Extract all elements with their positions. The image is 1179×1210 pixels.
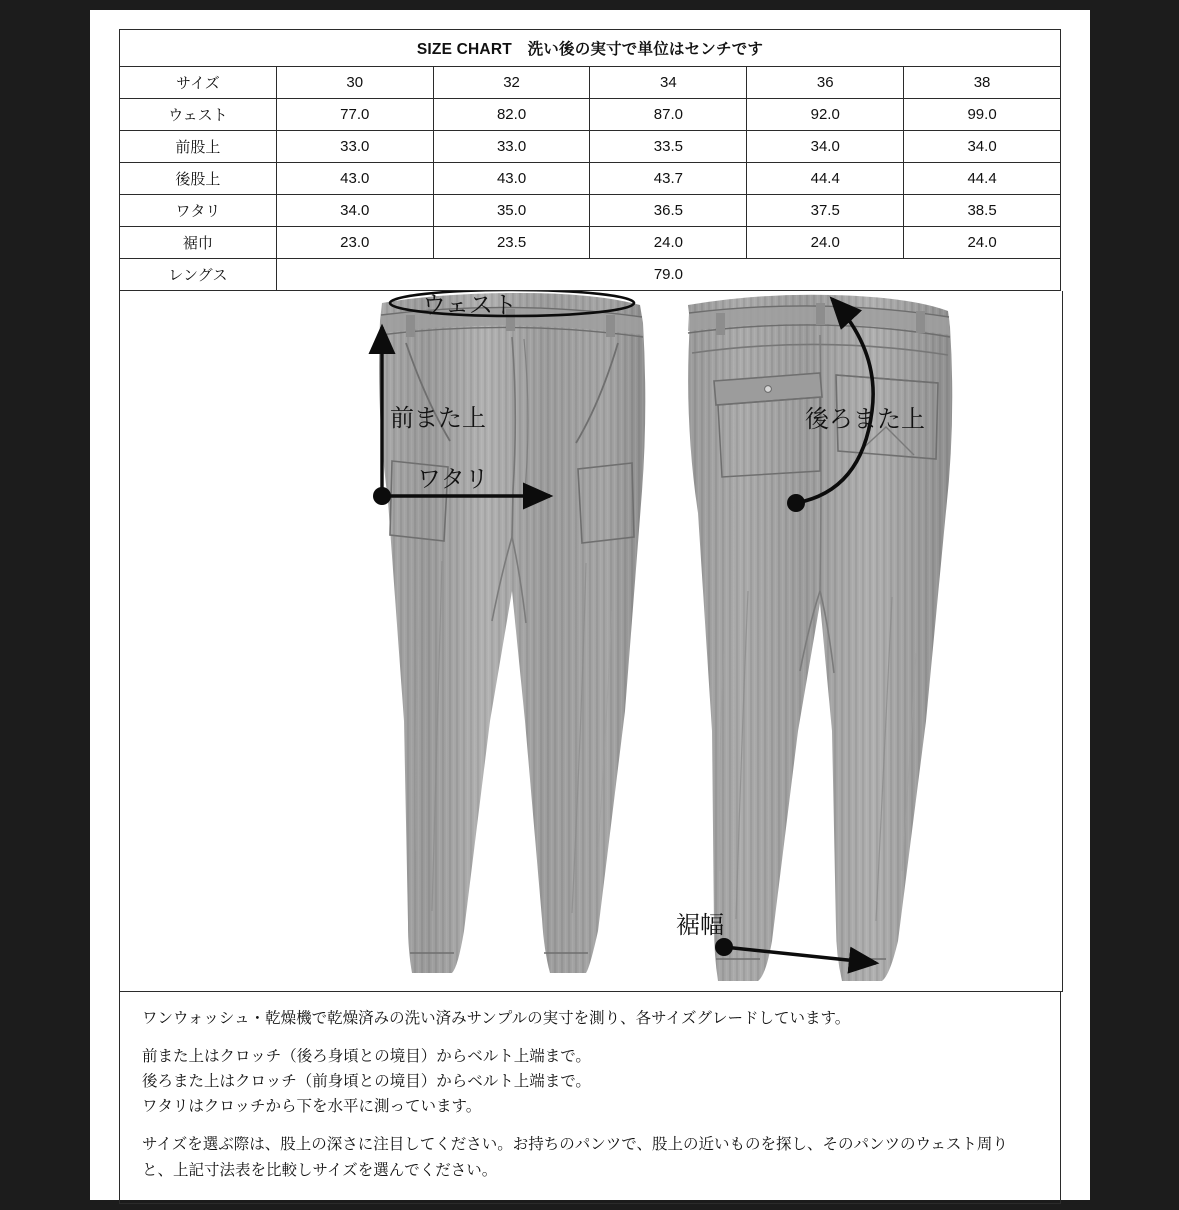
pants-diagram-svg <box>120 291 1062 991</box>
note-line-6: と、上記寸法表を比較しサイズを選んでください。 <box>142 1161 498 1179</box>
cell-thigh-38: 38.5 <box>904 195 1061 227</box>
thigh-label: ワタリ <box>417 466 489 493</box>
size-col-38: 38 <box>904 67 1061 99</box>
note-line-4: ワタリはクロッチから下を水平に測っています。 <box>142 1098 482 1116</box>
back-rise-label: 後ろまた上 <box>805 406 925 433</box>
table-row <box>120 163 1061 195</box>
table-row <box>120 195 1061 227</box>
size-col-36: 36 <box>747 67 904 99</box>
row-label-thigh: ワタリ <box>120 195 277 227</box>
note-line-5: サイズを選ぶ際は、股上の深さに注目してください。お持ちのパンツで、股上の近いものを探し、そのパンツのウェスト周り <box>142 1136 1008 1154</box>
cell-back-rise-30: 43.0 <box>276 163 433 195</box>
size-chart-table <box>119 29 1061 291</box>
document-inner <box>119 29 1061 1181</box>
size-col-32: 32 <box>433 67 590 99</box>
table-title-row <box>120 30 1061 67</box>
hem-width-label: 裾幅 <box>676 912 724 939</box>
table-row <box>120 99 1061 131</box>
back-pants-figure <box>688 295 952 981</box>
front-pants-figure <box>379 293 645 973</box>
document-sheet <box>90 10 1090 1200</box>
cell-front-rise-34: 33.5 <box>590 131 747 163</box>
cell-hem-34: 24.0 <box>590 227 747 259</box>
header-label: サイズ <box>120 67 277 99</box>
cell-waist-32: 82.0 <box>433 99 590 131</box>
cell-thigh-32: 35.0 <box>433 195 590 227</box>
cell-back-rise-32: 43.0 <box>433 163 590 195</box>
table-row <box>120 227 1061 259</box>
note-line-2: 前また上はクロッチ（後ろ身頃との境目）からベルト上端まで。 <box>142 1048 591 1066</box>
cell-back-rise-38: 44.4 <box>904 163 1061 195</box>
cell-front-rise-38: 34.0 <box>904 131 1061 163</box>
pants-illustration <box>119 291 1063 992</box>
table-header-row <box>120 67 1061 99</box>
note-line-3: 後ろまた上はクロッチ（前身頃との境目）からベルト上端まで。 <box>142 1073 591 1091</box>
cell-waist-34: 87.0 <box>590 99 747 131</box>
cell-front-rise-32: 33.0 <box>433 131 590 163</box>
cell-front-rise-36: 34.0 <box>747 131 904 163</box>
cell-length-all: 79.0 <box>276 259 1060 291</box>
cell-back-rise-34: 43.7 <box>590 163 747 195</box>
cell-waist-38: 99.0 <box>904 99 1061 131</box>
row-label-hem: 裾巾 <box>120 227 277 259</box>
cell-hem-38: 24.0 <box>904 227 1061 259</box>
cell-thigh-36: 37.5 <box>747 195 904 227</box>
row-label-back-rise: 後股上 <box>120 163 277 195</box>
table-row <box>120 131 1061 163</box>
notes-section <box>119 992 1061 1204</box>
cell-hem-32: 23.5 <box>433 227 590 259</box>
size-chart-title: SIZE CHART 洗い後の実寸で単位はセンチです <box>120 30 1061 67</box>
cell-hem-36: 24.0 <box>747 227 904 259</box>
cell-thigh-34: 36.5 <box>590 195 747 227</box>
size-col-34: 34 <box>590 67 747 99</box>
table-row-length <box>120 259 1061 291</box>
note-line-1: ワンウォッシュ・乾燥機で乾燥済みの洗い済みサンプルの実寸を測り、各サイズグレードしています。 <box>142 1010 851 1027</box>
cell-hem-30: 23.0 <box>276 227 433 259</box>
row-label-length: レングス <box>120 259 277 291</box>
cell-back-rise-36: 44.4 <box>747 163 904 195</box>
waist-label: ウェスト <box>422 292 518 319</box>
row-label-waist: ウェスト <box>120 99 277 131</box>
cell-waist-36: 92.0 <box>747 99 904 131</box>
size-col-30: 30 <box>276 67 433 99</box>
cell-waist-30: 77.0 <box>276 99 433 131</box>
cell-front-rise-30: 33.0 <box>276 131 433 163</box>
row-label-front-rise: 前股上 <box>120 131 277 163</box>
cell-thigh-30: 34.0 <box>276 195 433 227</box>
front-rise-label: 前また上 <box>390 405 486 432</box>
